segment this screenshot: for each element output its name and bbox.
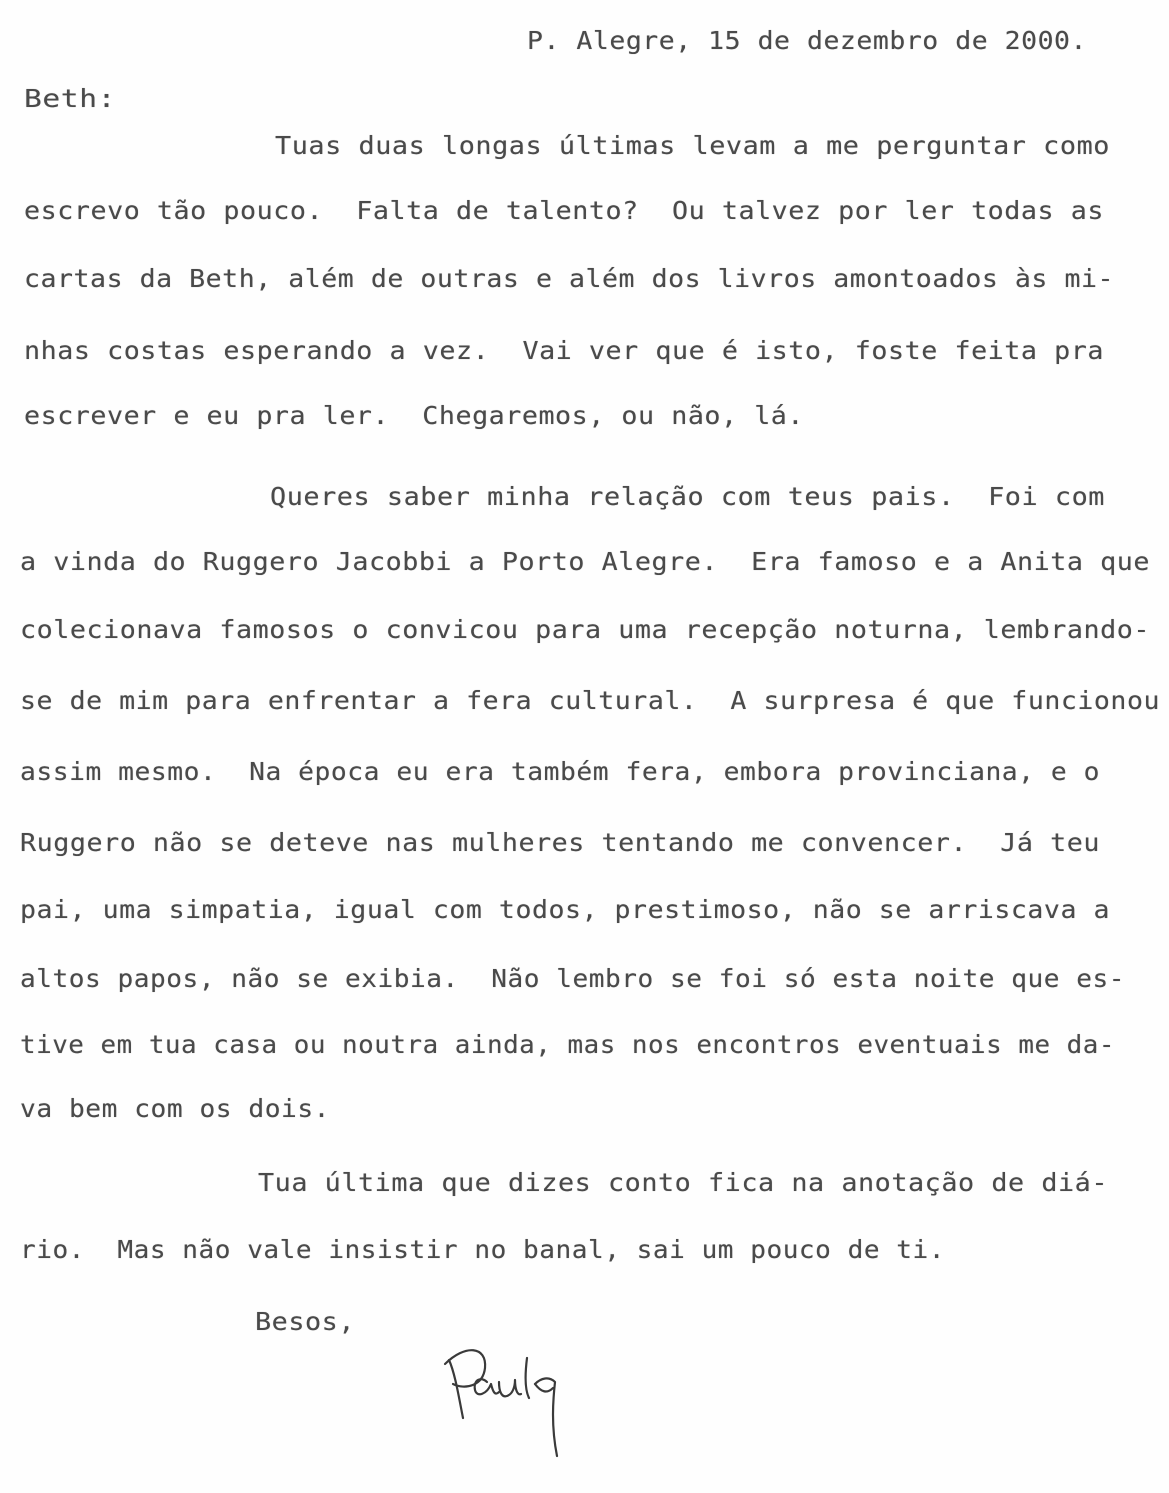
letter-line: assim mesmo. Na época eu era também fera, embora provinciana, e o — [20, 757, 1100, 786]
handwritten-signature — [425, 1338, 595, 1468]
letter-salutation: Beth: — [24, 84, 117, 113]
letter-line: pai, uma simpatia, igual com todos, prestimoso, não se arriscava a — [20, 895, 1110, 924]
signature-drawing — [425, 1338, 595, 1468]
letter-line: Ruggero não se deteve nas mulheres tentando me convencer. Já teu — [20, 828, 1100, 857]
letter-line: escrevo tão pouco. Falta de talento? Ou talvez por ler todas as — [24, 196, 1104, 225]
letter-line: colecionava famosos o convicou para uma recepção noturna, lembrando- — [20, 615, 1151, 644]
letter-line: Tuas duas longas últimas levam a me perguntar como — [275, 131, 1110, 160]
letter-line: Queres saber minha relação com teus pais. Foi com — [270, 482, 1105, 511]
letter-line: cartas da Beth, além de outras e além dos livros amontoados às mi- — [24, 264, 1114, 293]
letter-closing: Besos, — [255, 1307, 355, 1336]
letter-line: va bem com os dois. — [20, 1094, 330, 1123]
letter-line: nhas costas esperando a vez. Vai ver que é isto, foste feita pra — [24, 336, 1104, 365]
letter-line: altos papos, não se exibia. Não lembro se foi só esta noite que es- — [20, 964, 1125, 993]
letter-line: rio. Mas não vale insistir no banal, sai um pouco de ti. — [20, 1235, 945, 1264]
letter-line: a vinda do Ruggero Jacobbi a Porto Alegre. Era famoso e a Anita que — [20, 547, 1151, 576]
letter-line: Tua última que dizes conto fica na anotação de diá- — [258, 1168, 1108, 1197]
letter-line: se de mim para enfrentar a fera cultural. A surpresa é que funcionou — [20, 686, 1160, 715]
letter-date: P. Alegre, 15 de dezembro de 2000. — [527, 26, 1087, 55]
letter-line: tive em tua casa ou noutra ainda, mas nos encontros eventuais me da- — [20, 1030, 1115, 1059]
letter-line: escrever e eu pra ler. Chegaremos, ou não, lá. — [24, 401, 804, 430]
